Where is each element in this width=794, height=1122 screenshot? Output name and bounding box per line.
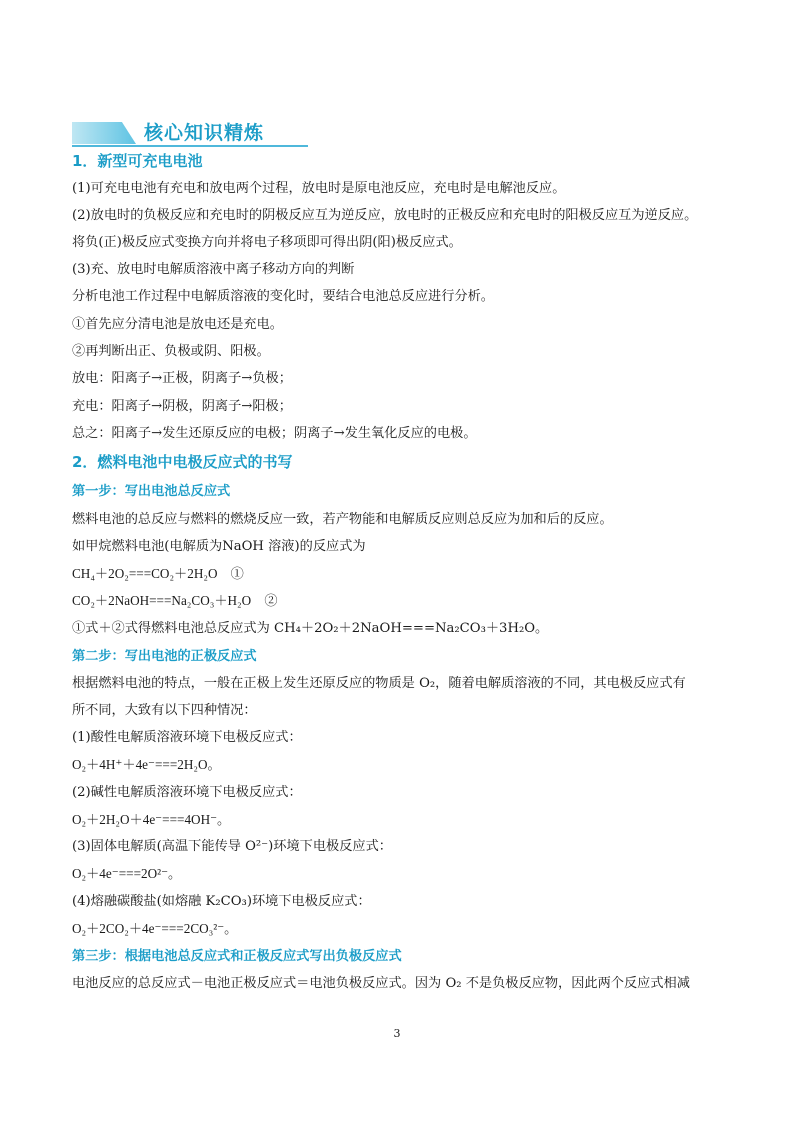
page-number: 3 [393,1027,401,1040]
paragraph-line: 所不同，大致有以下四种情况： [72,703,257,718]
step-heading: 第一步：写出电池总反应式 [72,484,231,499]
paragraph-line: (4)熔融碳酸盐(如熔融 K₂CO₃)环境下电极反应式： [72,894,371,909]
paragraph-line: ①式＋②式得燃料电池总反应式为 CH₄＋2O₂＋2NaOH===Na₂CO₃＋3H₂O。 [72,621,549,636]
paragraph-line: (3)固体电解质(高温下能传导 O²⁻)环境下电极反应式： [72,839,392,854]
paragraph-line: 充电：阳离子→阴极，阴离子→阳极； [72,399,292,414]
paragraph-line: (1)酸性电解质溶液环境下电极反应式： [72,730,302,745]
section-title: 核心知识精炼 [144,122,265,144]
paragraph-line: (3)充、放电时电解质溶液中离子移动方向的判断 [72,262,355,277]
step-heading: 第三步：根据电池总反应式和正极反应式写出负极反应式 [72,949,402,964]
paragraph-line: 电池反应的总反应式－电池正极反应式＝电池负极反应式。因为 O₂ 不是负极反应物，因此两个反应式相减 [72,976,690,991]
paragraph-line: 根据燃料电池的特点，一般在正极上发生还原反应的物质是 O₂，随着电解质溶液的不同，其电极反应式有 [72,676,686,691]
paragraph-line: (2)放电时的负极反应和充电时的阴极反应互为逆反应，放电时的正极反应和充电时的阳极反应互为逆反应。 [72,208,698,223]
paragraph-line: ①首先应分清电池是放电还是充电。 [72,317,283,332]
paragraph-line: 放电：阳离子→正极，阴离子→负极； [72,371,292,386]
paragraph-line: 总之：阳离子→发生还原反应的电极；阴离子→发生氧化反应的电极。 [72,426,477,441]
paragraph-line: 分析电池工作过程中电解质溶液的变化时，要结合电池总反应进行分析。 [72,289,494,304]
equation-line: CH₄＋2O₂===CO₂＋2H₂O ① [72,566,244,581]
section-heading: 2．燃料电池中电极反应式的书写 [72,453,293,471]
paragraph-line: 燃料电池的总反应与燃料的燃烧反应一致，若产物能和电解质反应则总反应为加和后的反应。 [72,512,613,527]
paragraph-line: 将负(正)极反应式变换方向并将电子移项即可得出阴(阳)极反应式。 [72,235,462,250]
paragraph-line: 如甲烷燃料电池(电解质为NaOH 溶液)的反应式为 [72,539,366,554]
equation-line: O₂＋2CO₂＋4e⁻===2CO₃²⁻。 [72,921,238,936]
equation-line: CO₂＋2NaOH===Na₂CO₃＋H₂O ② [72,593,278,608]
equation-line: O₂＋4e⁻===2O²⁻。 [72,866,182,881]
banner-underline [72,145,308,147]
step-heading: 第二步：写出电池的正极反应式 [72,649,257,664]
paragraph-line: ②再判断出正、负极或阴、阳极。 [72,344,270,359]
paragraph-line: (1)可充电电池有充电和放电两个过程，放电时是原电池反应，充电时是电解池反应。 [72,181,566,196]
equation-line: O₂＋2H₂O＋4e⁻===4OH⁻。 [72,812,231,827]
banner-tab-decoration [72,122,136,144]
section-banner [72,118,308,146]
paragraph-line: (2)碱性电解质溶液环境下电极反应式： [72,785,302,800]
equation-line: O₂＋4H⁺＋4e⁻===2H₂O。 [72,757,221,772]
section-heading: 1．新型可充电电池 [72,152,203,170]
